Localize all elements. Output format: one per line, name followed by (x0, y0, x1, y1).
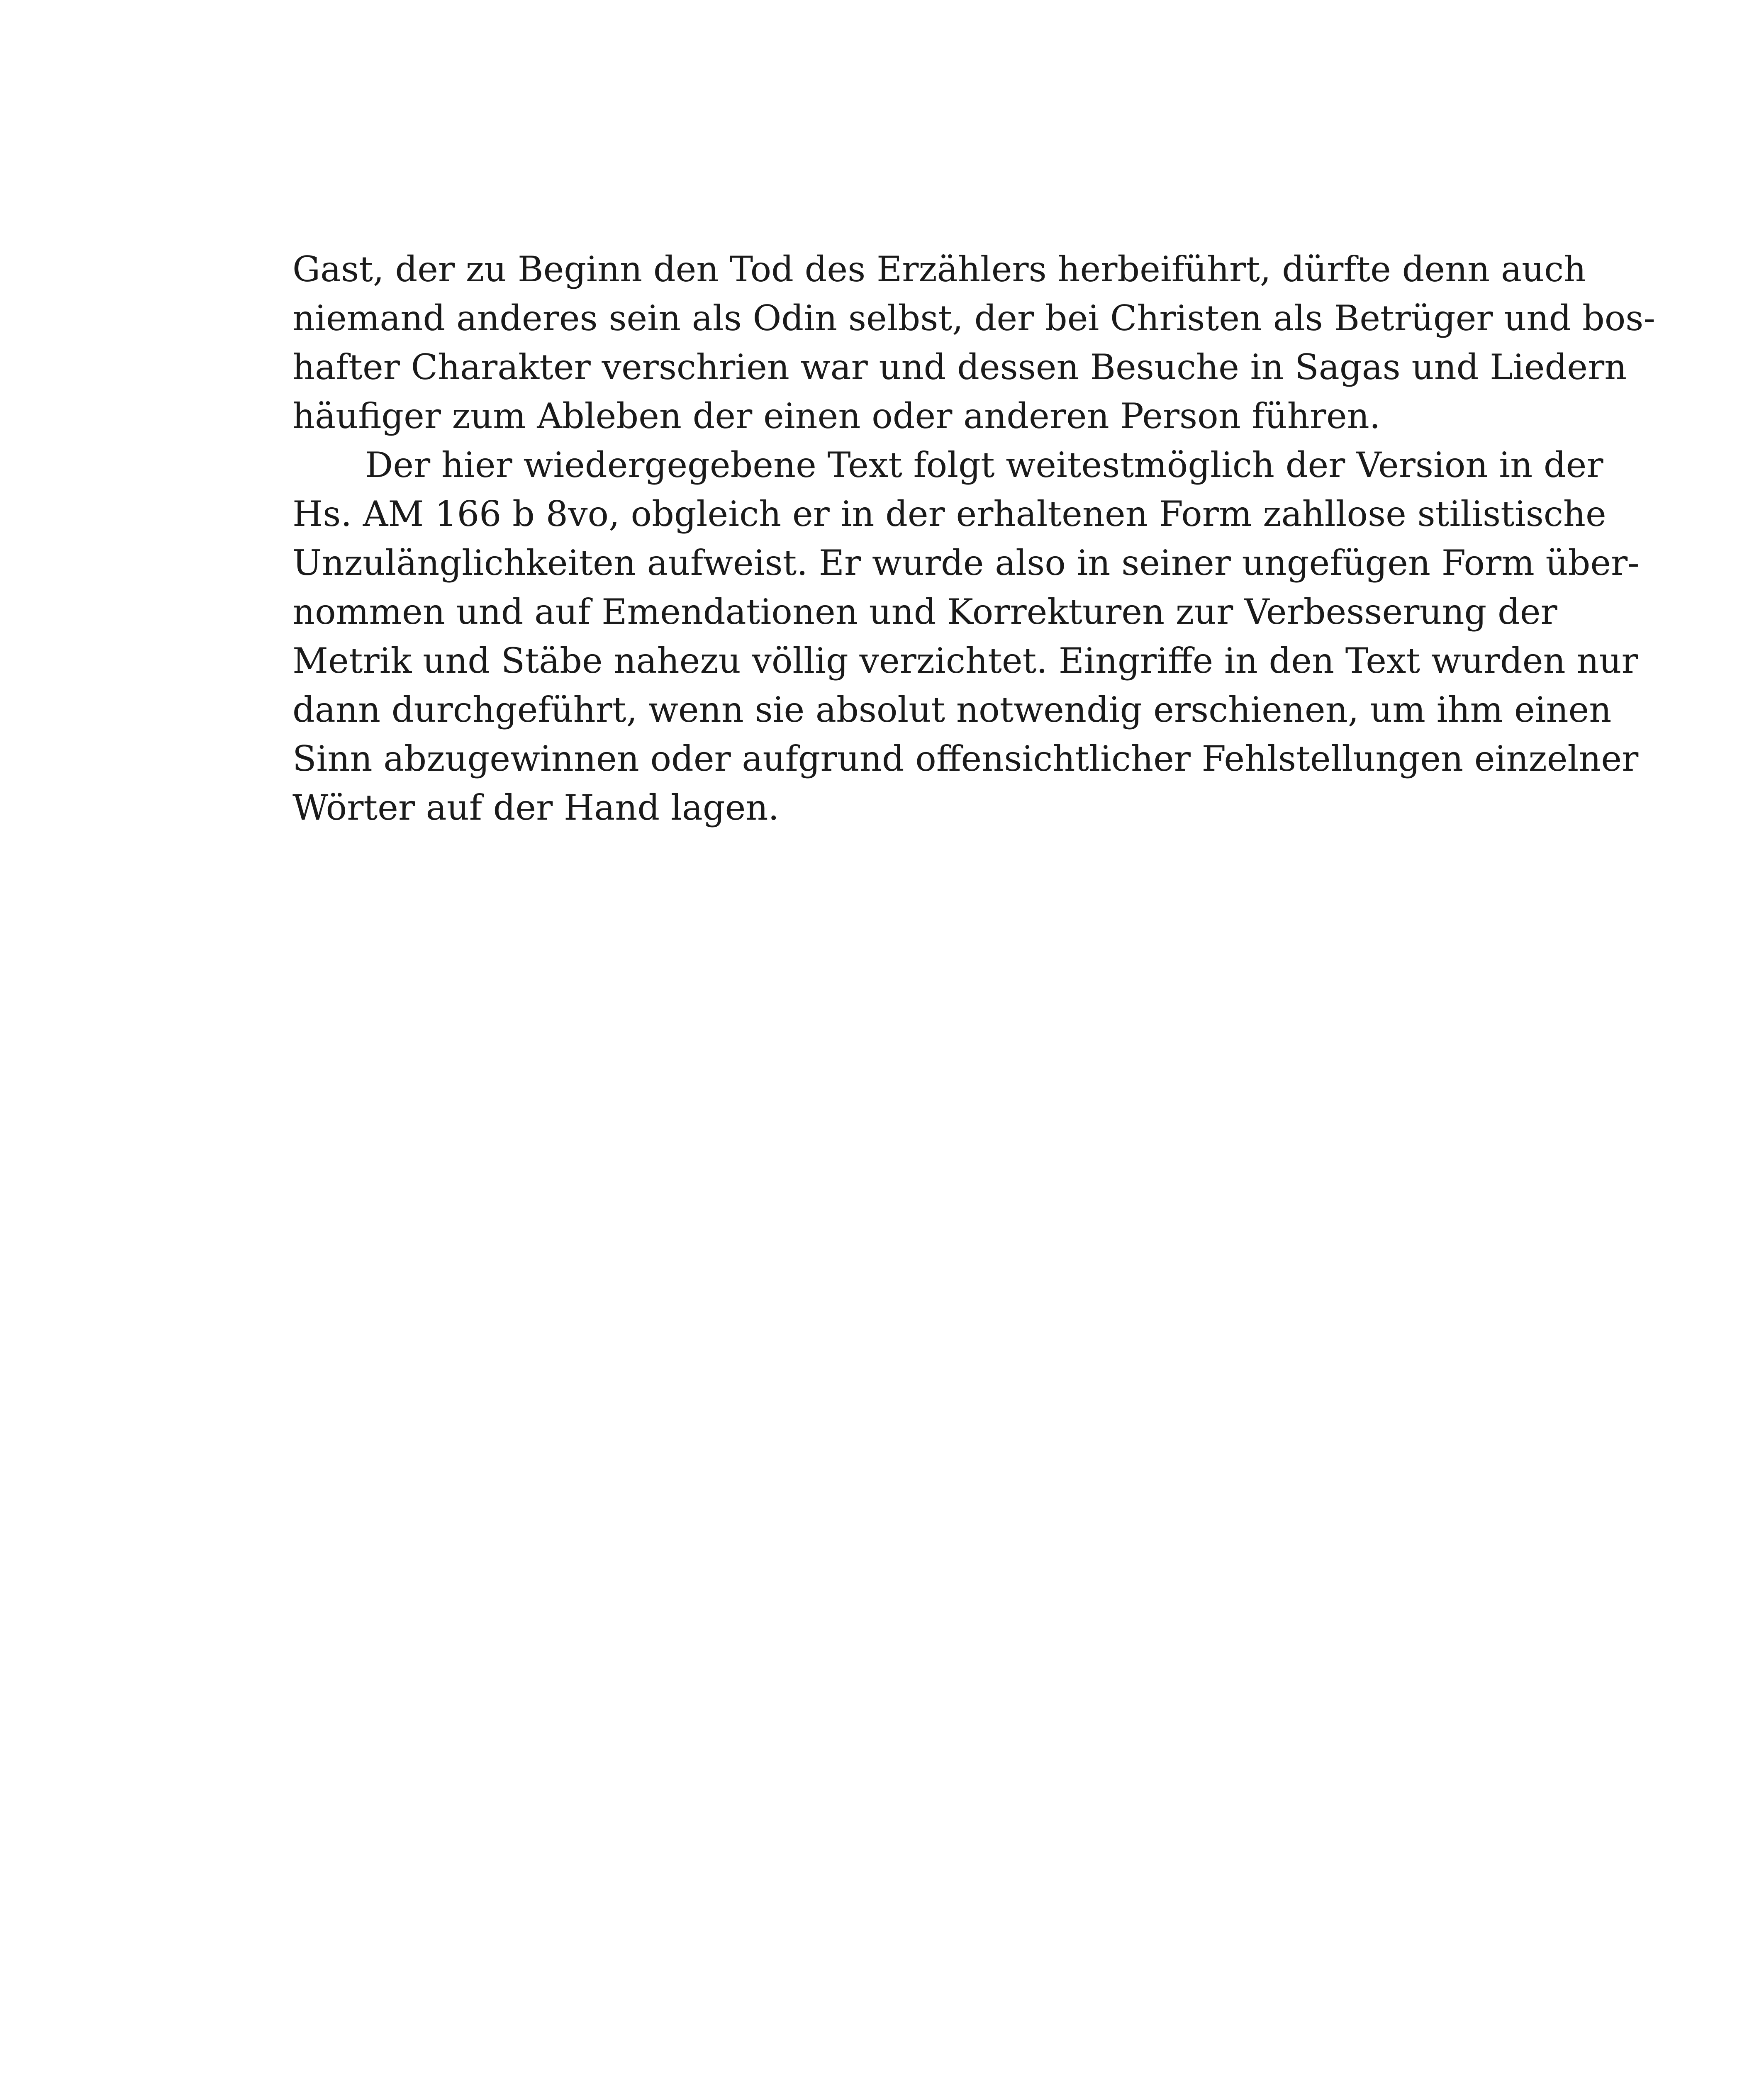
text-line: Hs. AM 166 b 8vo, obgleich er in der erhaltenen Form zahllose stilistische (292, 494, 1606, 534)
paragraph-1 (292, 245, 1655, 441)
text-line: dann durchgeführt, wenn sie absolut notwendig erschienen, um ihm einen (292, 689, 1612, 730)
text-line: Gast, der zu Beginn den Tod des Erzählers herbeiführt, dürfte denn auch (292, 249, 1586, 290)
text-line: nommen und auf Emendationen und Korrekturen zur Verbesserung der (292, 592, 1557, 632)
text-line: häufiger zum Ableben der einen oder anderen Person führen. (292, 396, 1381, 436)
text-line: Der hier wiedergegebene Text folgt weitestmöglich der Version in der (365, 445, 1603, 485)
text-line: niemand anderes sein als Odin selbst, der bei Christen als Betrüger und bos- (292, 298, 1655, 338)
text-line: Wörter auf der Hand lagen. (292, 787, 780, 828)
text-line: Metrik und Stäbe nahezu völlig verzichtet. Eingriffe in den Text wurden nur (292, 640, 1638, 681)
body-text (292, 245, 1655, 832)
paragraph-2 (292, 441, 1640, 832)
text-line: Sinn abzugewinnen oder aufgrund offensichtlicher Fehlstellungen einzelner (292, 738, 1639, 779)
text-line: hafter Charakter verschrien war und dessen Besuche in Sagas und Liedern (292, 347, 1627, 387)
text-line: Unzulänglichkeiten aufweist. Er wurde also in seiner ungefügen Form über- (292, 543, 1640, 583)
